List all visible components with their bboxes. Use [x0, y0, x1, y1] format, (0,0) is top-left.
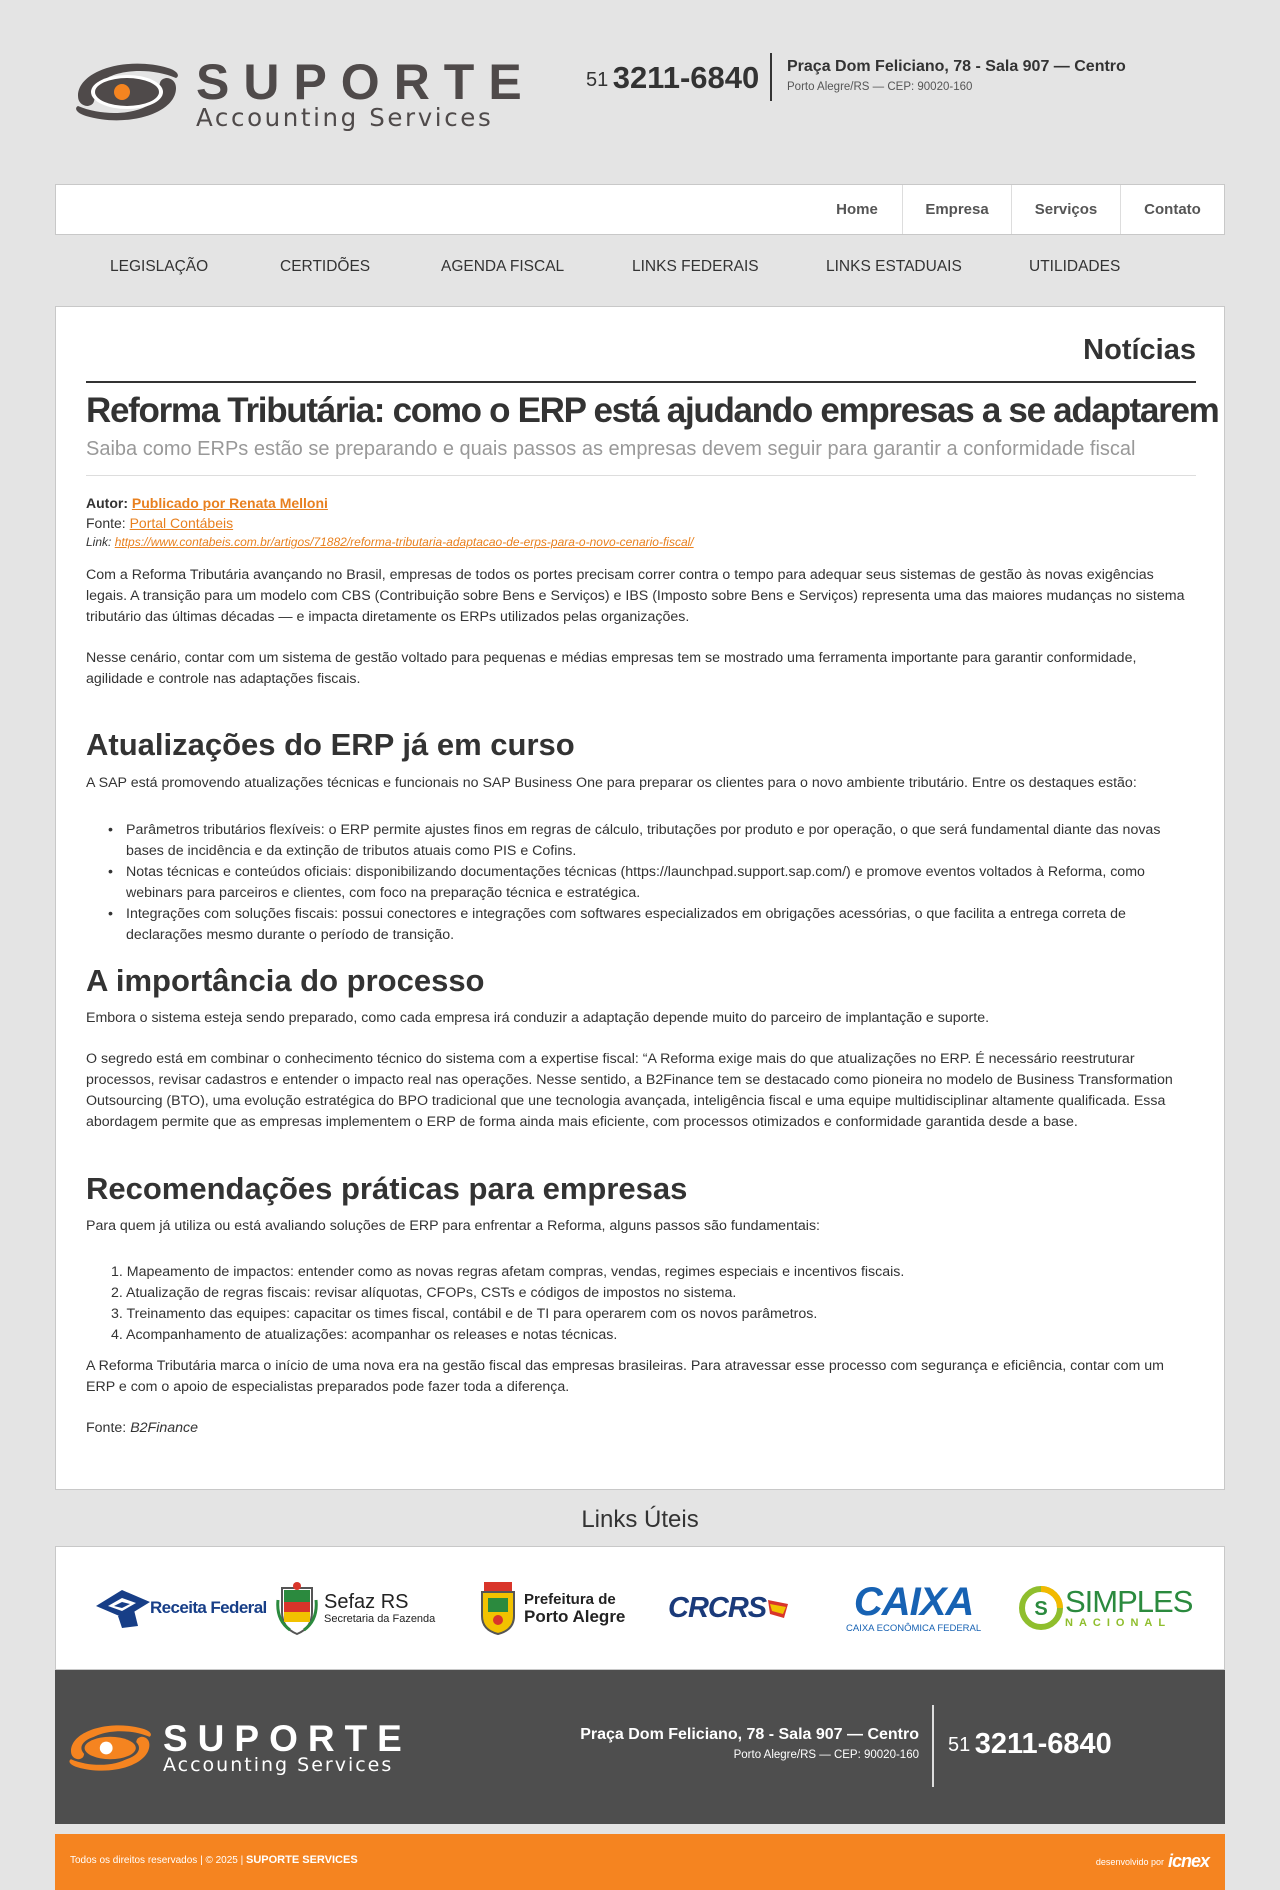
links-title: Links Úteis: [581, 1506, 699, 1533]
phone-ddd: 51: [586, 69, 609, 91]
paragraph: A Reforma Tributária marca o início de uma nova era na gestão fiscal das empresas brasileiras. Para atravessar esse processo com segurança e eficiência, contar com um ERP e com o apoio de especialistas preparados pode fazer toda a diferença.: [86, 1358, 1164, 1395]
article-title: Reforma Tributária: como o ERP está ajudando empresas a se adaptarem: [86, 391, 1219, 430]
section-title: Notícias: [1083, 334, 1196, 366]
article-link[interactable]: https://www.contabeis.com.br/artigos/71882/reforma-tributaria-adaptacao-de-erps-para-o-novo-cenario-fiscal/: [114, 535, 694, 549]
category-nav: [55, 248, 1225, 284]
footer-phone-ddd: 51: [948, 1734, 971, 1756]
address-line2: Porto Alegre/RS — CEP: 90020-160: [787, 81, 973, 93]
rs-coat-of-arms-icon: [276, 1580, 318, 1636]
dev-label: desenvolvido por: [1095, 1856, 1164, 1867]
site-header: [0, 0, 1280, 180]
site-footer: [55, 1670, 1225, 1824]
link-sefaz-rs[interactable]: [276, 1547, 435, 1669]
footer-address-line1: Praça Dom Feliciano, 78 - Sala 907 — Centro: [580, 1726, 919, 1743]
footer-phone-number: 3211-6840: [974, 1728, 1112, 1760]
article-panel: [55, 306, 1225, 1490]
list-item: 1. Mapeamento de impactos: entender como as novas regras afetam compras, vendas, regimes especiais e incentivos fiscais.: [111, 1264, 905, 1280]
nav-contato[interactable]: Contato: [1120, 185, 1224, 234]
footer-address: [580, 1726, 919, 1761]
header-address: [787, 58, 1126, 93]
paragraph: Para quem já utiliza ou está avaliando soluções de ERP para enfrentar a Reforma, alguns passos são fundamentais:: [86, 1218, 820, 1234]
link-receita-federal[interactable]: [94, 1547, 267, 1669]
nav-empresa[interactable]: Empresa: [902, 185, 1011, 234]
category-legislacao[interactable]: LEGISLAÇÃO: [110, 258, 209, 275]
nav-servicos[interactable]: Serviços: [1011, 185, 1120, 234]
partner-links: [55, 1546, 1225, 1670]
category-links-federais[interactable]: LINKS FEDERAIS: [632, 258, 759, 275]
source-label: Fonte:: [86, 515, 126, 531]
list-item: 4. Acompanhamento de atualizações: acompanhar os releases e notas técnicas.: [111, 1327, 618, 1343]
site-logo[interactable]: [68, 52, 548, 132]
heading-updates: Atualizações do ERP já em curso: [86, 727, 575, 762]
footer-address-line2: Porto Alegre/RS — CEP: 90020-160: [733, 1749, 919, 1761]
paragraph: Com a Reforma Tributária avançando no Brasil, empresas de todos os portes precisam correr contra o tempo para adequar seus sistemas de gestão às novas exigências legais. A transição para um modelo com CBS (Contribuição sobre Bens e Serviços) e IBS (Imposto sobre Bens e Serviços) representa uma das maiores mudanças no sistema tributário das últimas décadas — e impacta diretamente os ERPs utilizados pelas organizações.: [86, 567, 1185, 625]
prefeitura-label1: Prefeitura de: [524, 1590, 616, 1608]
sefaz-sublabel: Secretaria da Fazenda: [324, 1613, 436, 1625]
list-item: • Integrações com soluções fiscais: possui conectores e integrações com softwares especializados em obrigações acessórias, o que facilita a entrega correta de declarações mesmo durante o período de transição.: [86, 904, 1196, 946]
link-label: Link:: [86, 535, 112, 549]
developer-credit[interactable]: [1096, 1851, 1209, 1872]
sefaz-label: Sefaz RS: [324, 1591, 409, 1613]
article-source: [86, 1418, 1196, 1439]
caixa-sublabel: CAIXA ECONÔMICA FEDERAL: [846, 1622, 982, 1634]
nav-home[interactable]: Home: [836, 201, 878, 218]
category-utilidades[interactable]: UTILIDADES: [1029, 258, 1121, 275]
category-links-estaduais[interactable]: LINKS ESTADUAIS: [826, 258, 962, 275]
title-rule: [86, 381, 1196, 383]
footer-logo-name: SUPORTE: [163, 1718, 412, 1759]
list-item: 3. Treinamento das equipes: capacitar os times fiscal, contábil e de TI para operarem com os novos parâmetros.: [111, 1306, 818, 1322]
footer-divider: [932, 1705, 934, 1787]
link-prefeitura-poa[interactable]: [478, 1547, 625, 1669]
author-link[interactable]: Publicado por Renata Melloni: [131, 495, 328, 511]
source-link[interactable]: Portal Contábeis: [129, 515, 234, 531]
copyright-bar: [55, 1834, 1225, 1890]
article-subtitle: Saiba como ERPs estão se preparando e quais passos as empresas devem seguir para garantir a conformidade fiscal: [86, 438, 1136, 460]
receita-label: Receita Federal: [150, 1598, 267, 1617]
simples-nacional-icon: [1019, 1586, 1063, 1630]
subtitle-rule: [86, 475, 1196, 476]
footer-logo-tagline: Accounting Services: [163, 1754, 394, 1776]
list-item: 2. Atualização de regras fiscais: revisar alíquotas, CFOPs, CSTs e códigos de impostos no sistema.: [111, 1285, 737, 1301]
receita-federal-icon: [94, 1588, 152, 1628]
paragraph: A SAP está promovendo atualizações técnicas e funcionais no SAP Business One para preparar os clientes para o novo ambiente tributário. Entre os destaques estão:: [86, 775, 1137, 791]
svg-text:S: S: [1034, 1598, 1048, 1620]
footer-logo[interactable]: [163, 1718, 412, 1776]
caixa-label: CAIXA: [853, 1579, 974, 1624]
prefeitura-label2: Porto Alegre: [524, 1606, 626, 1626]
paragraph: Embora o sistema esteja sendo preparado, como cada empresa irá conduzir a adaptação depende muito do parceiro de implantação e suporte.: [86, 1010, 990, 1026]
link-crcrs[interactable]: [668, 1547, 790, 1669]
dev-brand: icnex: [1167, 1851, 1209, 1871]
footer-phone[interactable]: [948, 1728, 1112, 1761]
steps-list: [86, 1262, 1196, 1346]
simples-sublabel: NACIONAL: [1065, 1617, 1172, 1629]
crcrs-label: CRCRS: [668, 1591, 767, 1624]
header-divider: [770, 53, 772, 101]
paragraph: O segredo está em combinar o conhecimento técnico do sistema com a expertise fiscal: “A Reforma exige mais do que atualizações no ERP. É necessário reestruturar processos, revisar cadastros e entender o impacto real nas operações. Nesse sentido, a B2Finance tem se destacado como pioneira no modelo de Business Transformation Outsourcing (BTO), uma evolução estratégica do BPO tradicional que une tecnologia avançada, inteligência fiscal e uma equipe multidisciplinar altamente qualificada. Essa abordagem permite que as empresas implementem o ERP de forma ainda mais eficiente, com processos otimizados e conformidade garantida desde a base.: [86, 1051, 1173, 1130]
author-label: Autor:: [86, 495, 128, 511]
link-simples-nacional[interactable]: [1019, 1547, 1192, 1669]
fonte-value: B2Finance: [130, 1420, 199, 1436]
copyright-company: SUPORTE SERVICES: [246, 1854, 358, 1866]
footer-swirl-logo-icon: [63, 1716, 159, 1780]
heading-importance: A importância do processo: [86, 963, 485, 998]
category-certidoes[interactable]: CERTIDÕES: [280, 258, 371, 275]
header-phone[interactable]: [586, 60, 759, 96]
category-agenda-fiscal[interactable]: AGENDA FISCAL: [441, 258, 565, 275]
fonte-label: Fonte:: [86, 1420, 127, 1436]
copyright-label: Todos os direitos reservados | © 2025 |: [70, 1855, 244, 1866]
swirl-logo-icon: [68, 52, 188, 132]
heading-recommendations: Recomendações práticas para empresas: [86, 1171, 688, 1206]
address-line1: Praça Dom Feliciano, 78 - Sala 907 — Centro: [787, 58, 1126, 75]
updates-list: [86, 820, 1196, 946]
list-item: • Notas técnicas e conteúdos oficiais: disponibilizando documentações técnicas (https://launchpad.support.sap.com/) e promove eventos voltados à Reforma, como webinars para parceiros e clientes, com foco na preparação técnica e estratégica.: [86, 862, 1196, 904]
phone-number: 3211-6840: [612, 60, 760, 95]
logo-name: SUPORTE: [196, 54, 536, 110]
article-meta: [86, 493, 694, 551]
list-item: • Parâmetros tributários flexíveis: o ERP permite ajustes finos em regras de cálculo, tributações por produto e por operação, o que será fundamental diante das novas bases de incidência e da extinção de tributos atuais como PIS e Cofins.: [86, 820, 1196, 862]
logo-tagline: Accounting Services: [196, 103, 494, 132]
link-caixa[interactable]: [846, 1547, 981, 1669]
paragraph: Nesse cenário, contar com um sistema de gestão voltado para pequenas e médias empresas tem se mostrado uma ferramenta importante para garantir conformidade, agilidade e controle nas adaptações fiscais.: [86, 650, 1137, 687]
poa-coat-of-arms-icon: [478, 1580, 518, 1636]
copyright-text: [70, 1854, 358, 1866]
main-nav: [55, 184, 1225, 235]
crcrs-flag-icon: [766, 1596, 790, 1620]
simples-label: SIMPLES: [1065, 1584, 1193, 1619]
